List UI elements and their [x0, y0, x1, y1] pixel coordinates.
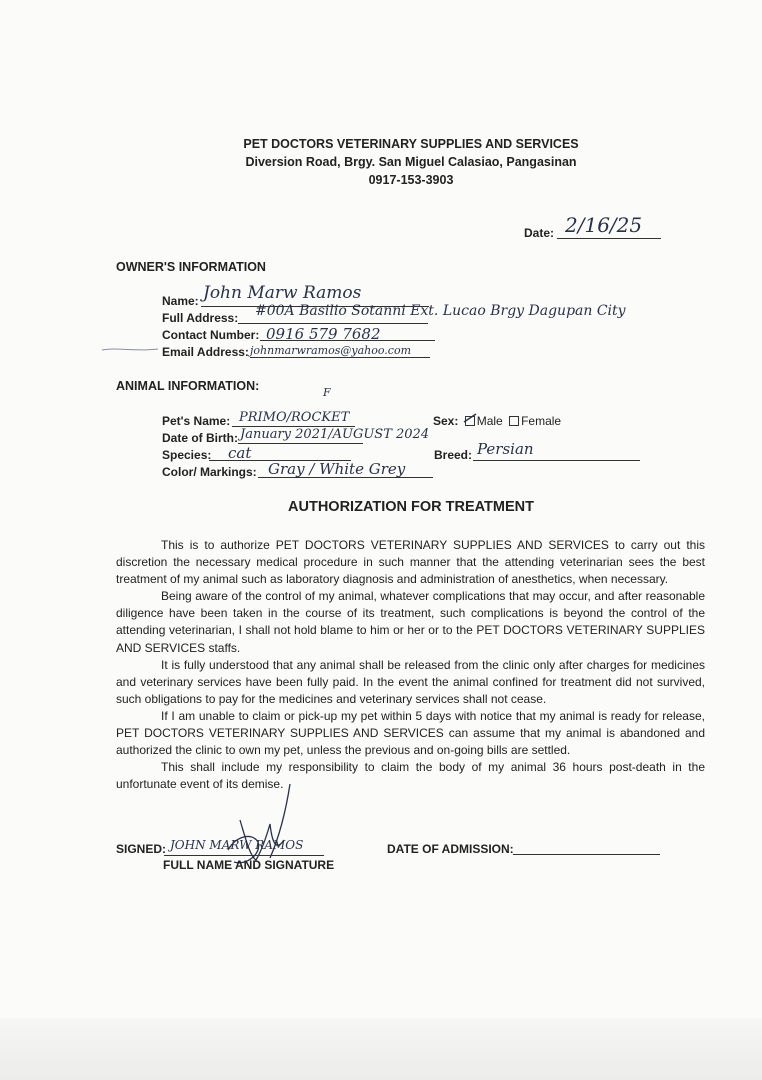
- species-label: Species:: [162, 448, 212, 462]
- admission-label: DATE OF ADMISSION:: [387, 842, 514, 856]
- authorization-paragraph-3: It is fully understood that any animal shall be released from the clinic only after charges for medicines and veterinary services have been fully paid. In the event the animal confined for treatment did not survived, such obligations to pay for the medicines and veterinary services shall not cease.: [116, 657, 705, 706]
- owner-name-value: John Marw Ramos: [203, 283, 362, 303]
- date-label: Date:: [524, 226, 555, 240]
- owner-name-label: Name:: [162, 294, 199, 308]
- authorization-paragraph-4: If I am unable to claim or pick-up my pet within 5 days with notice that my animal is ready for release, PET DOCTORS VETERINARY SUPPLIES AND SERVICES can assume that my animal is abandoned and authorized the clinic to own my pet, unless the previous and on-going bills are settled.: [116, 708, 705, 758]
- sex-annotation: F: [323, 386, 331, 399]
- owner-address-label: Full Address:: [162, 311, 239, 325]
- species-value: cat: [228, 444, 252, 462]
- clinic-phone: 0917-153-3903: [368, 173, 454, 187]
- animal-section-title: ANIMAL INFORMATION:: [116, 379, 260, 393]
- owner-contact-value: 0916 579 7682: [266, 325, 381, 343]
- breed-label: Breed:: [434, 448, 473, 462]
- owner-address-line: [238, 323, 428, 324]
- pet-name-value: PRIMO/ROCKET: [239, 410, 350, 425]
- owner-email-value: johnmarwramos@yahoo.com: [250, 344, 411, 357]
- authorization-body: [116, 537, 705, 793]
- dob-line: [238, 443, 363, 444]
- dob-value: January 2021/AUGUST 2024: [240, 427, 430, 442]
- authorization-paragraph-2: Being aware of the control of my animal, whatever complications that may occur, and after reasonable diligence have been taken in the course of its treatment, such complications is beyond the control of the attending veterinarian, I shall not hold blame to him or her or to the PET DOCTORS VETERINARY SUPPLIES AND SERVICES staffs.: [116, 589, 705, 655]
- date-line: [557, 238, 661, 239]
- authorization-paragraph-5: This shall include my responsibility to claim the body of my animal 36 hours post-death in the unfortunate event of its demise.: [116, 760, 705, 792]
- owner-address-value: #00A Basilio Sotanni Ext. Lucao Brgy Dagupan City: [255, 303, 626, 319]
- sex-female-label: Female: [521, 414, 562, 428]
- signature-sub-label: FULL NAME AND SIGNATURE: [163, 858, 335, 872]
- sex-field: [433, 414, 561, 428]
- pet-name-label: Pet's Name:: [162, 414, 231, 428]
- owner-email-line: [250, 357, 430, 358]
- owner-section-title: OWNER'S INFORMATION: [116, 260, 266, 274]
- owner-contact-label: Contact Number:: [162, 328, 260, 342]
- pen-scribble: [100, 343, 170, 355]
- breed-line: [473, 460, 640, 461]
- sex-male-checkbox[interactable]: [465, 416, 475, 426]
- scan-shadow: [0, 1018, 762, 1080]
- clinic-address: Diversion Road, Brgy. San Miguel Calasiao, Pangasinan: [245, 155, 577, 169]
- signed-name-value: JOHN MARW RAMOS: [170, 838, 304, 852]
- color-value: Gray / White Grey: [268, 460, 406, 478]
- clinic-name: PET DOCTORS VETERINARY SUPPLIES AND SERVICES: [243, 137, 579, 151]
- sex-label: Sex:: [433, 414, 459, 428]
- admission-line[interactable]: [513, 854, 660, 855]
- signed-label: SIGNED:: [116, 842, 167, 856]
- signed-line: [164, 855, 324, 856]
- authorization-paragraph-1: This is to authorize PET DOCTORS VETERINARY SUPPLIES AND SERVICES to carry out this discretion the necessary medical procedure in such manner that the attending veterinarian sees the best treatment of my animal such as laboratory diagnosis and administration of anesthetics, when necessary.: [116, 538, 705, 587]
- date-value: 2/16/25: [565, 213, 643, 237]
- sex-male-label: Male: [476, 414, 503, 428]
- dob-label: Date of Birth:: [162, 431, 238, 445]
- owner-email-label: Email Address:: [162, 345, 249, 359]
- authorization-title: AUTHORIZATION FOR TREATMENT: [288, 499, 534, 515]
- sex-female-checkbox[interactable]: [509, 416, 519, 426]
- breed-value: Persian: [477, 440, 534, 458]
- color-label: Color/ Markings:: [162, 465, 257, 479]
- checkmark-icon: [463, 413, 477, 425]
